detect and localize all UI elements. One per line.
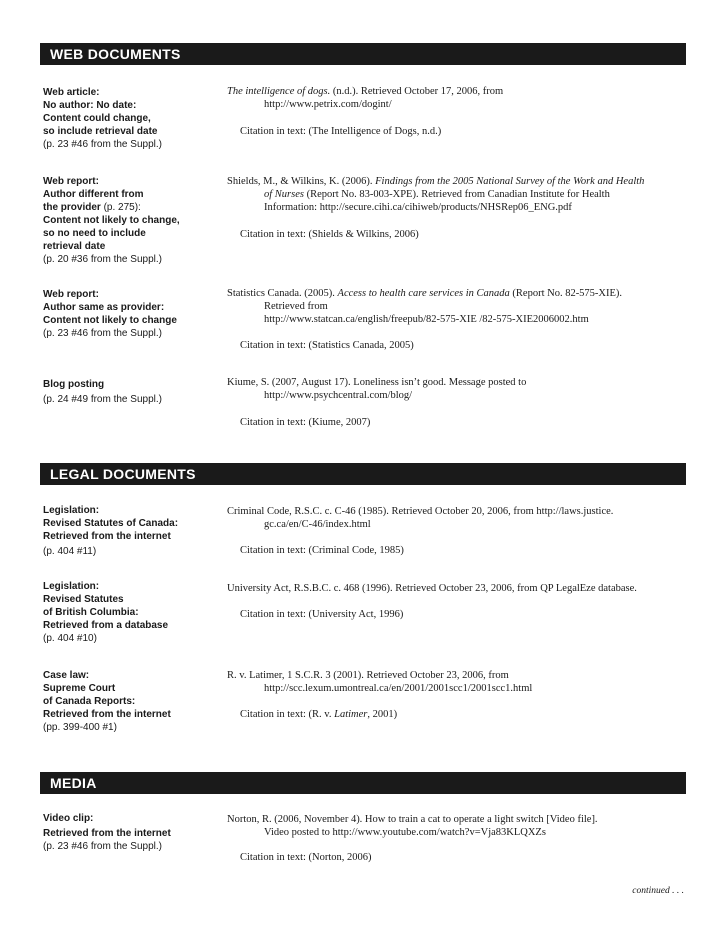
label-line: so no need to include — [43, 228, 146, 239]
ref-text: (Report No. 82-575-XIE). — [509, 288, 623, 299]
citation-text: Citation in text: (Shields & Wilkins, 2006) — [240, 229, 419, 240]
ref-text: Criminal Code, R.S.C. c. C-46 (1985). Retrieved October 20, 2006, from http://laws.justice. — [227, 506, 614, 517]
citation — [227, 228, 697, 241]
reference — [227, 376, 697, 402]
citation-text: Citation in text: (Kiume, 2007) — [240, 417, 371, 428]
ref-text: (n.d.). Retrieved October 17, 2006, from — [330, 86, 504, 97]
label-line: Retrieved from the internet — [43, 531, 171, 542]
label-line: Retrieved from the internet — [43, 828, 171, 839]
label-line: Blog posting — [43, 379, 105, 390]
label-line: of Canada Reports: — [43, 696, 136, 707]
label-line: Web report: — [43, 176, 99, 187]
citation — [227, 339, 697, 352]
citation-text: Citation in text: (Norton, 2006) — [240, 852, 372, 863]
reference — [227, 813, 697, 839]
ref-url: http://www.psychcentral.com/blog/ — [264, 390, 413, 401]
reference — [227, 85, 697, 111]
label-line: Revised Statutes of Canada: — [43, 518, 179, 529]
label-note: (p. 404 #10) — [43, 633, 97, 644]
citation-text: Citation in text: (R. v. Latimer, 2001) — [240, 709, 398, 720]
citation — [227, 125, 697, 138]
label-line: so include retrieval date — [43, 126, 158, 137]
ref-text: Statistics Canada. (2005). — [227, 288, 338, 299]
ref-url: Video posted to http://www.youtube.com/watch?v=Vja83KLQXZs — [264, 827, 546, 838]
reference — [227, 582, 697, 595]
ref-url: http://scc.lexum.umontreal.ca/en/2001/2001scc1/2001scc1.html — [264, 683, 533, 694]
reference — [227, 505, 697, 531]
section-header-web-documents: WEB DOCUMENTS — [40, 43, 686, 65]
ref-text: (Report No. 83-003-XPE). Retrieved from Canadian Institute for Health — [303, 189, 610, 200]
label-note: (p. 23 #46 from the Suppl.) — [43, 841, 162, 852]
citation — [227, 708, 697, 721]
entry-label — [43, 580, 223, 645]
label-line: Author different from — [43, 189, 144, 200]
label-line: Video clip: — [43, 813, 94, 824]
ref-title: of Nurses — [264, 189, 304, 200]
label-line: No author: No date: — [43, 100, 137, 111]
citation-text: Citation in text: (Criminal Code, 1985) — [240, 545, 404, 556]
label-line: of British Columbia: — [43, 607, 139, 618]
citation-text: Citation in text: (Statistics Canada, 2005) — [240, 340, 414, 351]
label-line: Content not likely to change, — [43, 215, 180, 226]
label-note: (pp. 399-400 #1) — [43, 722, 117, 733]
label-line: the provider (p. 275): — [43, 202, 141, 213]
ref-title: The intelligence of dogs. — [227, 86, 331, 97]
entry-label — [43, 288, 223, 340]
entry-label — [43, 504, 223, 558]
label-line: Case law: — [43, 670, 90, 681]
citation-text: Citation in text: (The Intelligence of Dogs, n.d.) — [240, 126, 442, 137]
label-note: (p. 23 #46 from the Suppl.) — [43, 328, 162, 339]
section-header-media: MEDIA — [40, 772, 686, 794]
label-line: Legislation: — [43, 505, 100, 516]
label-line: Retrieved from the internet — [43, 709, 171, 720]
ref-text: R. v. Latimer, 1 S.C.R. 3 (2001). Retrieved October 23, 2006, from — [227, 670, 509, 681]
label-line: Content could change, — [43, 113, 151, 124]
citation-text: Citation in text: (University Act, 1996) — [240, 609, 404, 620]
entry-label — [43, 86, 223, 151]
citation — [227, 608, 697, 621]
label-line: retrieval date — [43, 241, 106, 252]
label-line: Content not likely to change — [43, 315, 177, 326]
continued-note: continued . . . — [632, 886, 684, 896]
section-header-legal-documents: LEGAL DOCUMENTS — [40, 463, 686, 485]
label-note: (p. 20 #36 from the Suppl.) — [43, 254, 162, 265]
label-line: Supreme Court — [43, 683, 116, 694]
citation — [227, 544, 697, 557]
citation — [227, 416, 697, 429]
ref-text: University Act, R.S.B.C. c. 468 (1996). Retrieved October 23, 2006, from QP LegalEze database. — [227, 583, 637, 594]
citation — [227, 851, 697, 864]
entry-label — [43, 378, 223, 406]
label-line: Retrieved from a database — [43, 620, 169, 631]
ref-url: Information: http://secure.cihi.ca/cihiweb/products/NHSRep06_ENG.pdf — [264, 202, 572, 213]
label-line: Author same as provider: — [43, 302, 165, 313]
label-line: Web article: — [43, 87, 100, 98]
label-line: Legislation: — [43, 581, 100, 592]
ref-title: Access to health care services in Canada — [337, 288, 510, 299]
label-line: Web report: — [43, 289, 99, 300]
ref-text: Retrieved from — [264, 301, 328, 312]
ref-text: Shields, M., & Wilkins, K. (2006). — [227, 176, 376, 187]
ref-url: http://www.petrix.com/dogint/ — [264, 99, 392, 110]
label-line: Revised Statutes — [43, 594, 124, 605]
entry-label — [43, 812, 223, 853]
label-note: (p. 23 #46 from the Suppl.) — [43, 139, 162, 150]
ref-text: Norton, R. (2006, November 4). How to train a cat to operate a light switch [Video file]. — [227, 814, 598, 825]
label-note: (p. 404 #11) — [43, 546, 97, 557]
entry-label — [43, 175, 223, 266]
ref-url: gc.ca/en/C-46/index.html — [264, 519, 371, 530]
reference — [227, 175, 697, 214]
reference — [227, 669, 697, 695]
reference — [227, 287, 697, 326]
label-note: (p. 24 #49 from the Suppl.) — [43, 394, 162, 405]
ref-url: http://www.statcan.ca/english/freepub/82-575-XIE /82-575-XIE2006002.htm — [264, 314, 589, 325]
entry-label — [43, 669, 223, 734]
ref-title: Findings from the 2005 National Survey of the Work and Health — [375, 176, 645, 187]
ref-text: Kiume, S. (2007, August 17). Loneliness isn’t good. Message posted to — [227, 377, 527, 388]
